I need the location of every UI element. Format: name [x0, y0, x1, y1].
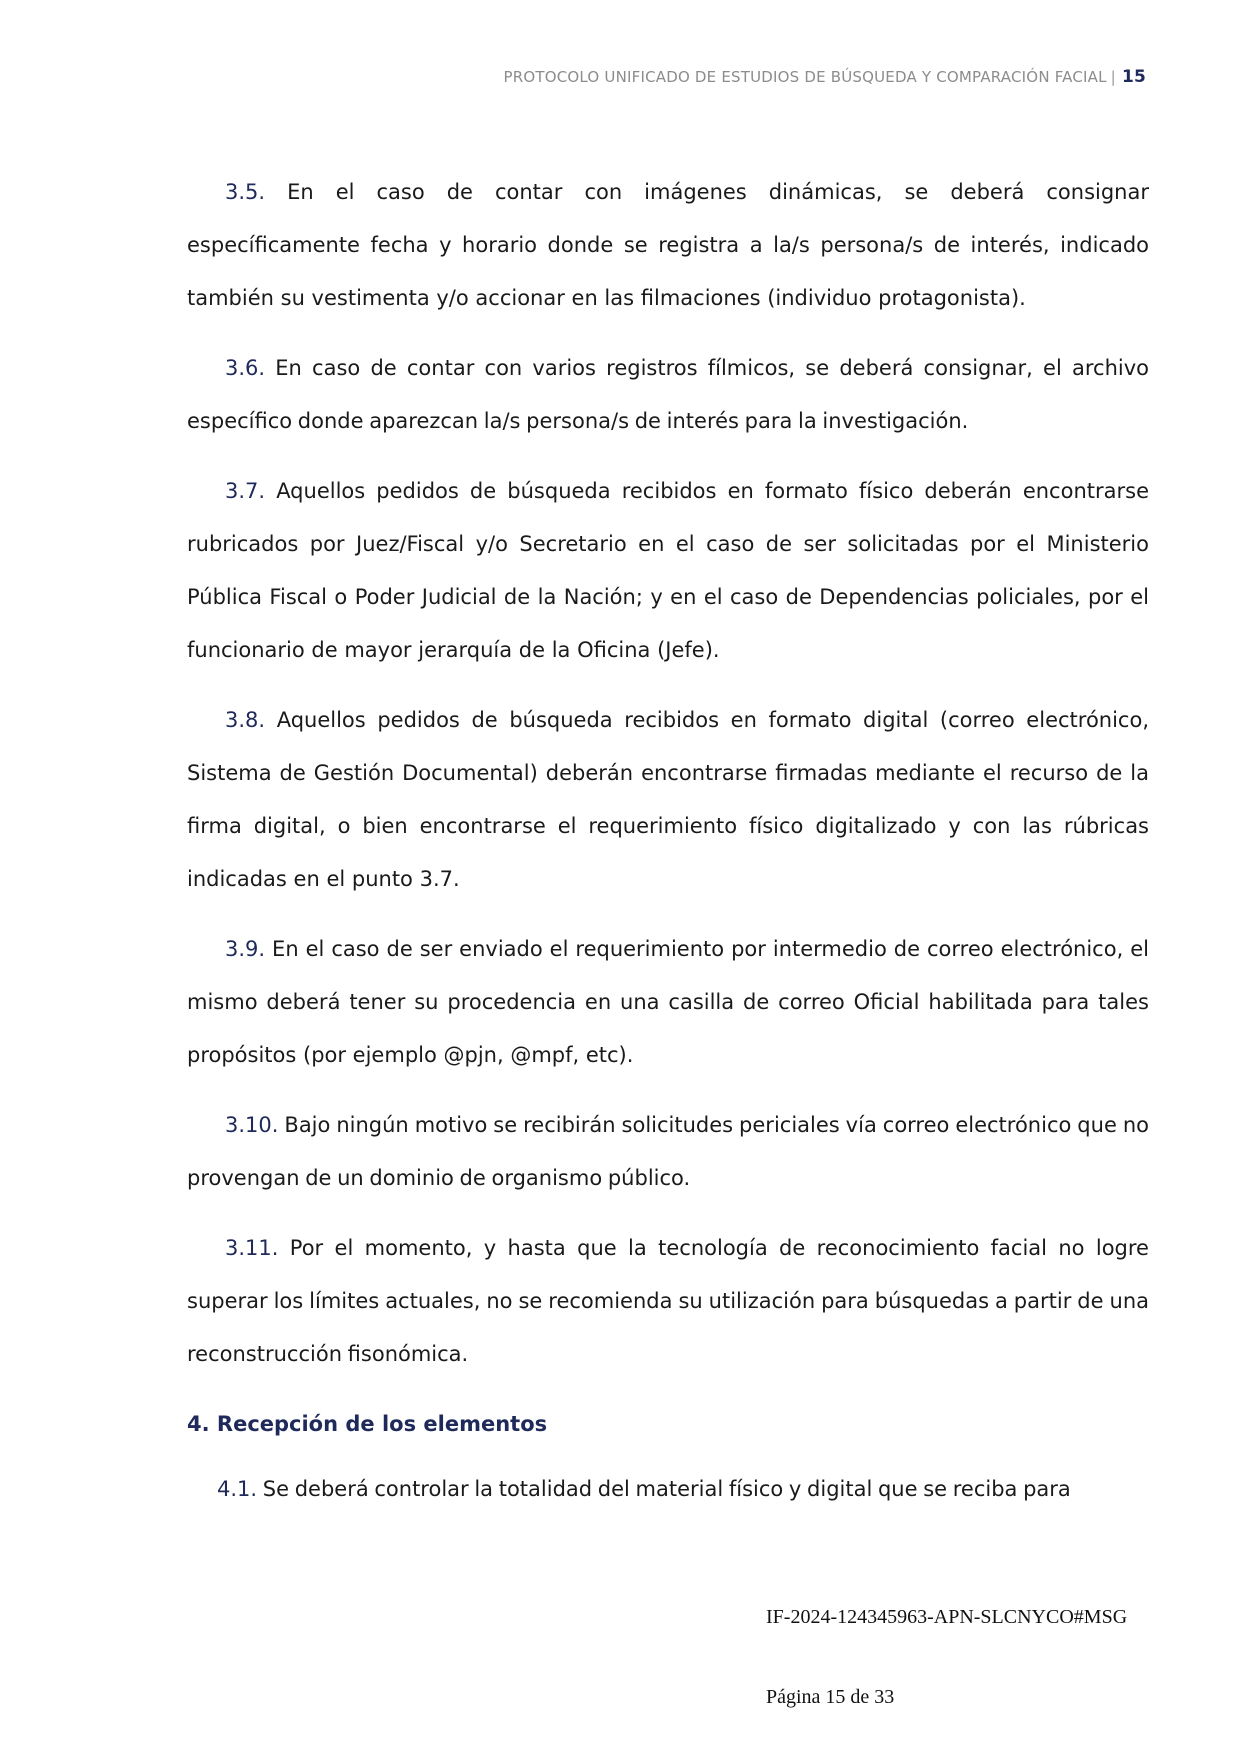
paragraph-3-5 [187, 166, 1149, 325]
clause-text: Aquellos pedidos de búsqueda recibidos en formato físico deberán encontrarse rubricados por Juez/Fiscal y/o Secretario en el caso de ser solicitadas por el Ministerio Pública Fiscal o Poder Judicial de la Nación; y en el caso de Dependencias policiales, por el funcionario de mayor jerarquía de la Oficina (Jefe). [187, 479, 1149, 662]
clause-number: 3.5. [225, 180, 266, 204]
paragraph-3-7 [187, 465, 1149, 677]
clause-text: Se deberá controlar la totalidad del material físico y digital que se reciba para [262, 1477, 1071, 1501]
clause-text: En el caso de ser enviado el requerimiento por intermedio de correo electrónico, el mismo deberá tener su procedencia en una casilla de correo Oficial habilitada para tales propósitos (por ejemplo @pjn, @mpf, etc). [187, 937, 1149, 1067]
page-counter: Página 15 de 33 [766, 1686, 895, 1708]
paragraph-3-6 [187, 342, 1149, 448]
paragraph-3-8 [187, 694, 1149, 906]
document-id: IF-2024-124345963-APN-SLCNYCO#MSG [766, 1606, 1128, 1628]
clause-number: 3.10. [225, 1113, 279, 1137]
paragraph-4-1 [187, 1463, 1149, 1516]
clause-text: Aquellos pedidos de búsqueda recibidos en formato digital (correo electrónico, Sistema de Gestión Documental) deberán encontrarse firmadas mediante el recurso de la firma digital, o bien encontrarse el requerimiento físico digitalizado y con las rúbricas indicadas en el punto 3.7. [187, 708, 1149, 891]
clause-number: 4.1. [217, 1477, 258, 1501]
paragraph-3-10 [187, 1099, 1149, 1205]
clause-number: 3.6. [225, 356, 266, 380]
header-page-number: 15 [1121, 67, 1146, 87]
document-body [187, 166, 1149, 1533]
section-heading-4: 4. Recepción de los elementos [187, 1412, 548, 1436]
header-separator: | [1110, 68, 1116, 86]
clause-number: 3.11. [225, 1236, 279, 1260]
paragraph-3-11 [187, 1222, 1149, 1381]
document-title: PROTOCOLO UNIFICADO DE ESTUDIOS DE BÚSQUEDA Y COMPARACIÓN FACIAL [503, 68, 1107, 86]
running-header [503, 67, 1146, 87]
clause-text: Bajo ningún motivo se recibirán solicitudes periciales vía correo electrónico que no provengan de un dominio de organismo público. [187, 1113, 1149, 1190]
clause-text: Por el momento, y hasta que la tecnología de reconocimiento facial no logre superar los límites actuales, no se recomienda su utilización para búsquedas a partir de una reconstrucción fisonómica. [187, 1236, 1149, 1366]
clause-text: En caso de contar con varios registros fílmicos, se deberá consignar, el archivo específico donde aparezcan la/s persona/s de interés para la investigación. [187, 356, 1149, 433]
clause-text: En el caso de contar con imágenes dinámicas, se deberá consignar específicamente fecha y horario donde se registra a la/s persona/s de interés, indicado también su vestimenta y/o accionar en las filmaciones (individuo protagonista). [187, 180, 1149, 310]
paragraph-3-9 [187, 923, 1149, 1082]
clause-number: 3.8. [225, 708, 266, 732]
clause-number: 3.9. [225, 937, 266, 961]
clause-number: 3.7. [225, 479, 266, 503]
